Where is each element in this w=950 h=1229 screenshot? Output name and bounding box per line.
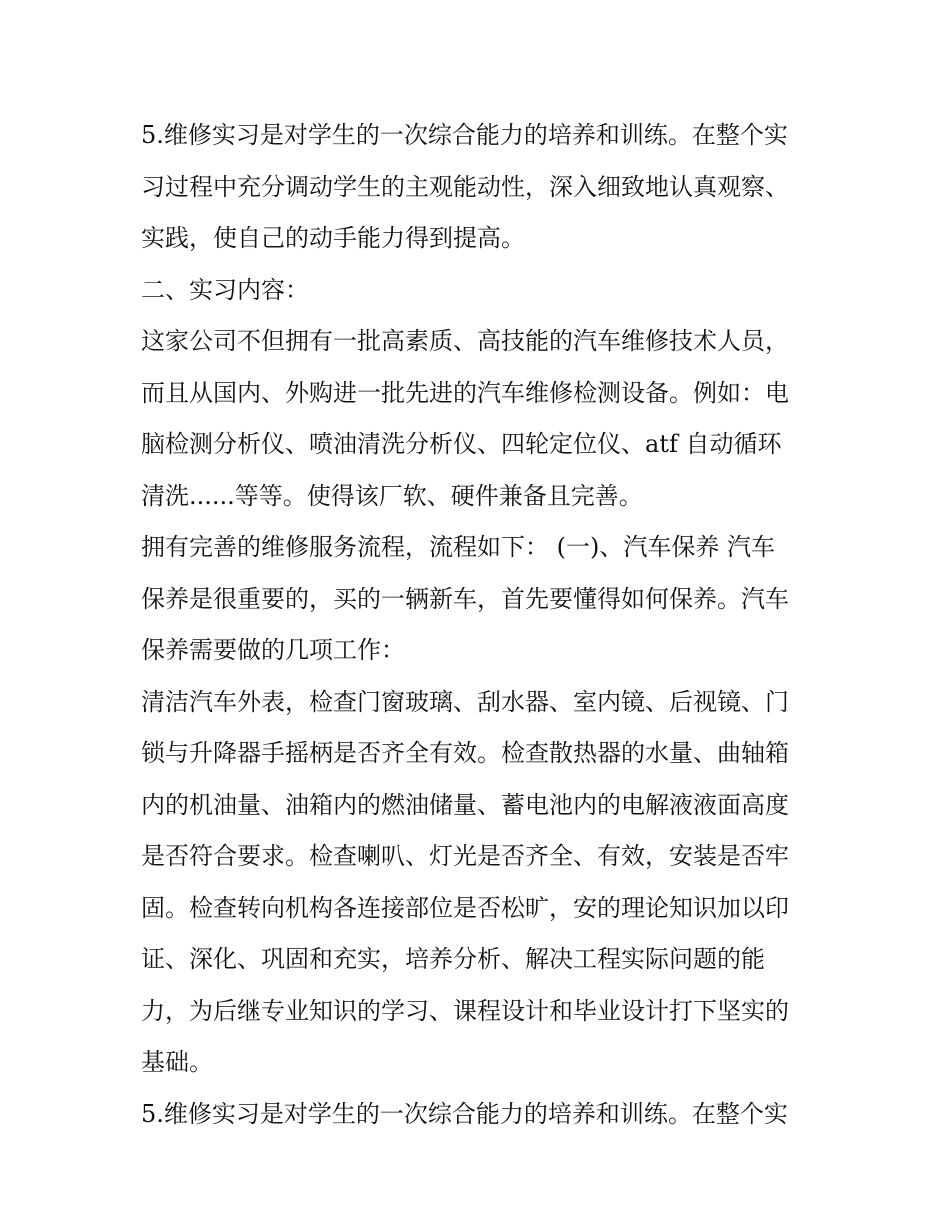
text-line: 5.维修实习是对学生的一次综合能力的培养和训练。在整个实 — [141, 1099, 788, 1128]
text-line: 这家公司不但拥有一批高素质、高技能的汽车维修技术人员， — [141, 327, 789, 355]
document-body — [141, 110, 821, 1140]
text-line: 拥有完善的维修服务流程，流程如下： (一)、汽车保养 汽车 — [141, 533, 775, 561]
text-line: 脑检测分析仪、喷油清洗分析仪、四轮定位仪、atf 自动循环 — [141, 430, 782, 458]
section-heading: 二、实习内容： — [141, 275, 309, 304]
text-line: 锁与升降器手摇柄是否齐全有效。检查散热器的水量、曲轴箱 — [141, 739, 789, 767]
text-line: 5.维修实习是对学生的一次综合能力的培养和训练。在整个实 — [141, 121, 788, 149]
text-line: 保养需要做的几项工作： — [141, 636, 405, 664]
text-line: 实践，使自己的动手能力得到提高。 — [141, 224, 525, 252]
text-line: 清洗......等等。使得该厂软、硬件兼备且完善。 — [141, 481, 643, 510]
text-line: 习过程中充分调动学生的主观能动性，深入细致地认真观察、 — [141, 172, 789, 201]
text-line: 证、深化、巩固和充实，培养分析、解决工程实际问题的能 — [141, 945, 765, 973]
text-line: 力，为后继专业知识的学习、课程设计和毕业设计打下坚实的 — [141, 996, 789, 1025]
text-line: 是否符合要求。检查喇叭、灯光是否齐全、有效，安装是否牢 — [141, 842, 789, 870]
text-line: 固。检查转向机构各连接部位是否松旷，安的理论知识加以印 — [141, 893, 789, 922]
text-line: 而且从国内、外购进一批先进的汽车维修检测设备。例如：电 — [141, 378, 789, 407]
text-line: 清洁汽车外表，检查门窗玻璃、刮水器、室内镜、后视镜、门 — [141, 687, 789, 716]
text-line: 内的机油量、油箱内的燃油储量、蓄电池内的电解液液面高度 — [141, 790, 789, 819]
text-line: 保养是很重要的，买的一辆新车，首先要懂得如何保养。汽车 — [141, 584, 789, 613]
text-line: 基础。 — [141, 1048, 213, 1076]
